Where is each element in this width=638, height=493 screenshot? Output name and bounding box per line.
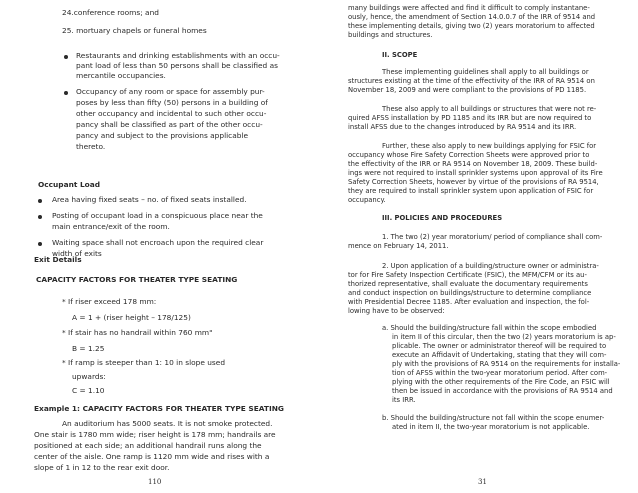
paragraph-line: One stair is 1780 mm wide; riser height is 178 mm; handrails are (34, 430, 276, 439)
formula-line: C = 1.10 (72, 386, 105, 395)
right-page (320, 0, 638, 493)
paragraph-line: structures existing at the time of the effectivity of the IRR of RA 9514 on (348, 77, 595, 85)
paragraph-line: Waiting space shall not encroach upon the required clear (52, 238, 264, 247)
paragraph-line: These also apply to all buildings or structures that were not re- (382, 105, 597, 113)
paragraph-line: width of exits (52, 249, 102, 258)
list-item: 25. mortuary chapels or funeral homes (62, 26, 207, 35)
paragraph-line: many buildings were affected and find it difficult to comply instantane- (348, 4, 590, 12)
paragraph-line: An auditorium has 5000 seats. It is not smoke protected. (62, 419, 273, 428)
bullet-icon (64, 55, 68, 59)
paragraph-line: slope of 1 in 12 to the rear exit door. (34, 463, 170, 472)
paragraph-line: plicable. The owner or administrator thereof will be required to (392, 342, 607, 350)
paragraph-line: ously, hence, the amendment of Section 14.0.0.7 of the IRR of 9514 and (348, 13, 596, 21)
paragraph-line: positioned at each side; an additional handrail runs along the (34, 441, 262, 450)
paragraph-line: Area having fixed seats – no. of fixed seats installed. (52, 195, 247, 204)
paragraph-line: Posting of occupant load in a conspicuous place near the (52, 211, 263, 220)
page-number: 31 (478, 478, 487, 486)
paragraph-line: pant load of less than 50 persons shall be classified as (76, 61, 278, 70)
paragraph-line: November 18, 2009 and were compliant to the provisions of PD 1185. (348, 86, 587, 94)
paragraph-line: its IRR. (392, 396, 416, 404)
paragraph-line: tion of AFSS within the two-year moratorium period. After com- (392, 369, 608, 377)
paragraph-line: they are required to install sprinkler system upon application of FSIC for (348, 187, 594, 195)
section-heading: II. SCOPE (382, 51, 418, 59)
section-heading: Example 1: CAPACITY FACTORS FOR THEATER TYPE SEATING (34, 404, 284, 413)
formula-line: upwards: (72, 372, 106, 381)
paragraph-line: other occupancy and incidental to such other occu- (76, 109, 267, 118)
formula-line: A = 1 + (riser height – 178/125) (72, 313, 191, 322)
paragraph-line: buildings and structures. (348, 31, 433, 39)
paragraph-line: plying with the other requirements of the Fire Code, an FSIC will (392, 378, 610, 386)
paragraph-line: a. Should the building/structure fall within the scope embodied (382, 324, 597, 332)
paragraph-line: Restaurants and drinking establishments with an occu- (76, 51, 280, 60)
paragraph-line: the effectivity of the IRR or RA 9514 on November 18, 2009. These build- (348, 160, 598, 168)
paragraph-line: these implementing details, giving two (2) years moratorium to affected (348, 22, 595, 30)
section-heading: III. POLICIES AND PROCEDURES (382, 214, 503, 222)
formula-line: * If stair has no handrail within 760 mm" (62, 328, 213, 337)
paragraph-line: execute an Affidavit of Undertaking, stating that they will com- (392, 351, 607, 359)
paragraph-line: occupancy whose Fire Safety Correction Sheets were approved prior to (348, 151, 590, 159)
paragraph-line: mercantile occupancies. (76, 71, 166, 80)
list-item: 24.conference rooms; and (62, 8, 159, 17)
paragraph-line: install AFSS due to the changes introduced by RA 9514 and its IRR. (348, 123, 577, 131)
bullet-icon (38, 215, 42, 219)
paragraph-line: ated in item II, the two-year moratorium is not applicable. (392, 423, 590, 431)
paragraph-line: Occupancy of any room or space for assembly pur- (76, 87, 265, 96)
bullet-icon (38, 242, 42, 246)
paragraph-line: ings were not required to install sprinkler systems upon approval of its Fire (348, 169, 603, 177)
paragraph-line: b. Should the building/structure not fall within the scope enumer- (382, 414, 605, 422)
paragraph-line: poses by less than fifty (50) persons in a building of (76, 98, 268, 107)
section-heading: Exit Details (34, 255, 82, 264)
paragraph-line: occupancy. (348, 196, 386, 204)
paragraph-line: pancy and subject to the provisions applicable (76, 131, 249, 140)
bullet-icon (38, 199, 42, 203)
paragraph-line: thereto. (76, 142, 106, 151)
paragraph-line: then be issued in accordance with the provisions of RA 9514 and (392, 387, 613, 395)
paragraph-line: lowing have to be observed: (348, 307, 445, 315)
paragraph-line: Further, these also apply to new buildings applying for FSIC for (382, 142, 597, 150)
paragraph-line: thorized representative, shall evaluate the documentary requirements (348, 280, 588, 288)
paragraph-line: mence on February 14, 2011. (348, 242, 449, 250)
formula-line: * If ramp is steeper than 1: 10 in slope used (62, 358, 226, 367)
paragraph-line: and conduct inspection on buildings/structure to determine compliance (348, 289, 592, 297)
paragraph-line: ply with the provisions of RA 9514 on the requirements for installa- (392, 360, 621, 368)
paragraph-line: These implementing guidelines shall apply to all buildings or (382, 68, 589, 76)
paragraph-line: Safety Correction Sheets, however by virtue of the provisions of RA 9514, (348, 178, 599, 186)
paragraph-line: in item II of this circular, then the two (2) years moratorium is ap- (392, 333, 616, 341)
left-page (0, 0, 318, 493)
bullet-icon (64, 91, 68, 95)
paragraph-line: with Presidential Decree 1185. After evaluation and inspection, the fol- (348, 298, 590, 306)
section-heading: Occupant Load (38, 180, 101, 189)
section-heading: CAPACITY FACTORS FOR THEATER TYPE SEATING (36, 275, 238, 284)
formula-line: * If riser exceed 178 mm: (62, 297, 157, 306)
paragraph-line: 1. The two (2) year moratorium/ period of compliance shall com- (382, 233, 603, 241)
paragraph-line: main entrance/exit of the room. (52, 222, 170, 231)
formula-line: B = 1.25 (72, 344, 105, 353)
paragraph-line: pancy shall be classified as part of the other occu- (76, 120, 263, 129)
paragraph-line: 2. Upon application of a building/structure owner or administra- (382, 262, 599, 270)
paragraph-line: tor for Fire Safety Inspection Certificate (FSIC), the MFM/CFM or its au- (348, 271, 587, 279)
paragraph-line: center of the aisle. One ramp is 1120 mm wide and rises with a (34, 452, 270, 461)
page-number: 110 (148, 478, 162, 486)
paragraph-line: quired AFSS installation by PD 1185 and its IRR but are now required to (348, 114, 592, 122)
